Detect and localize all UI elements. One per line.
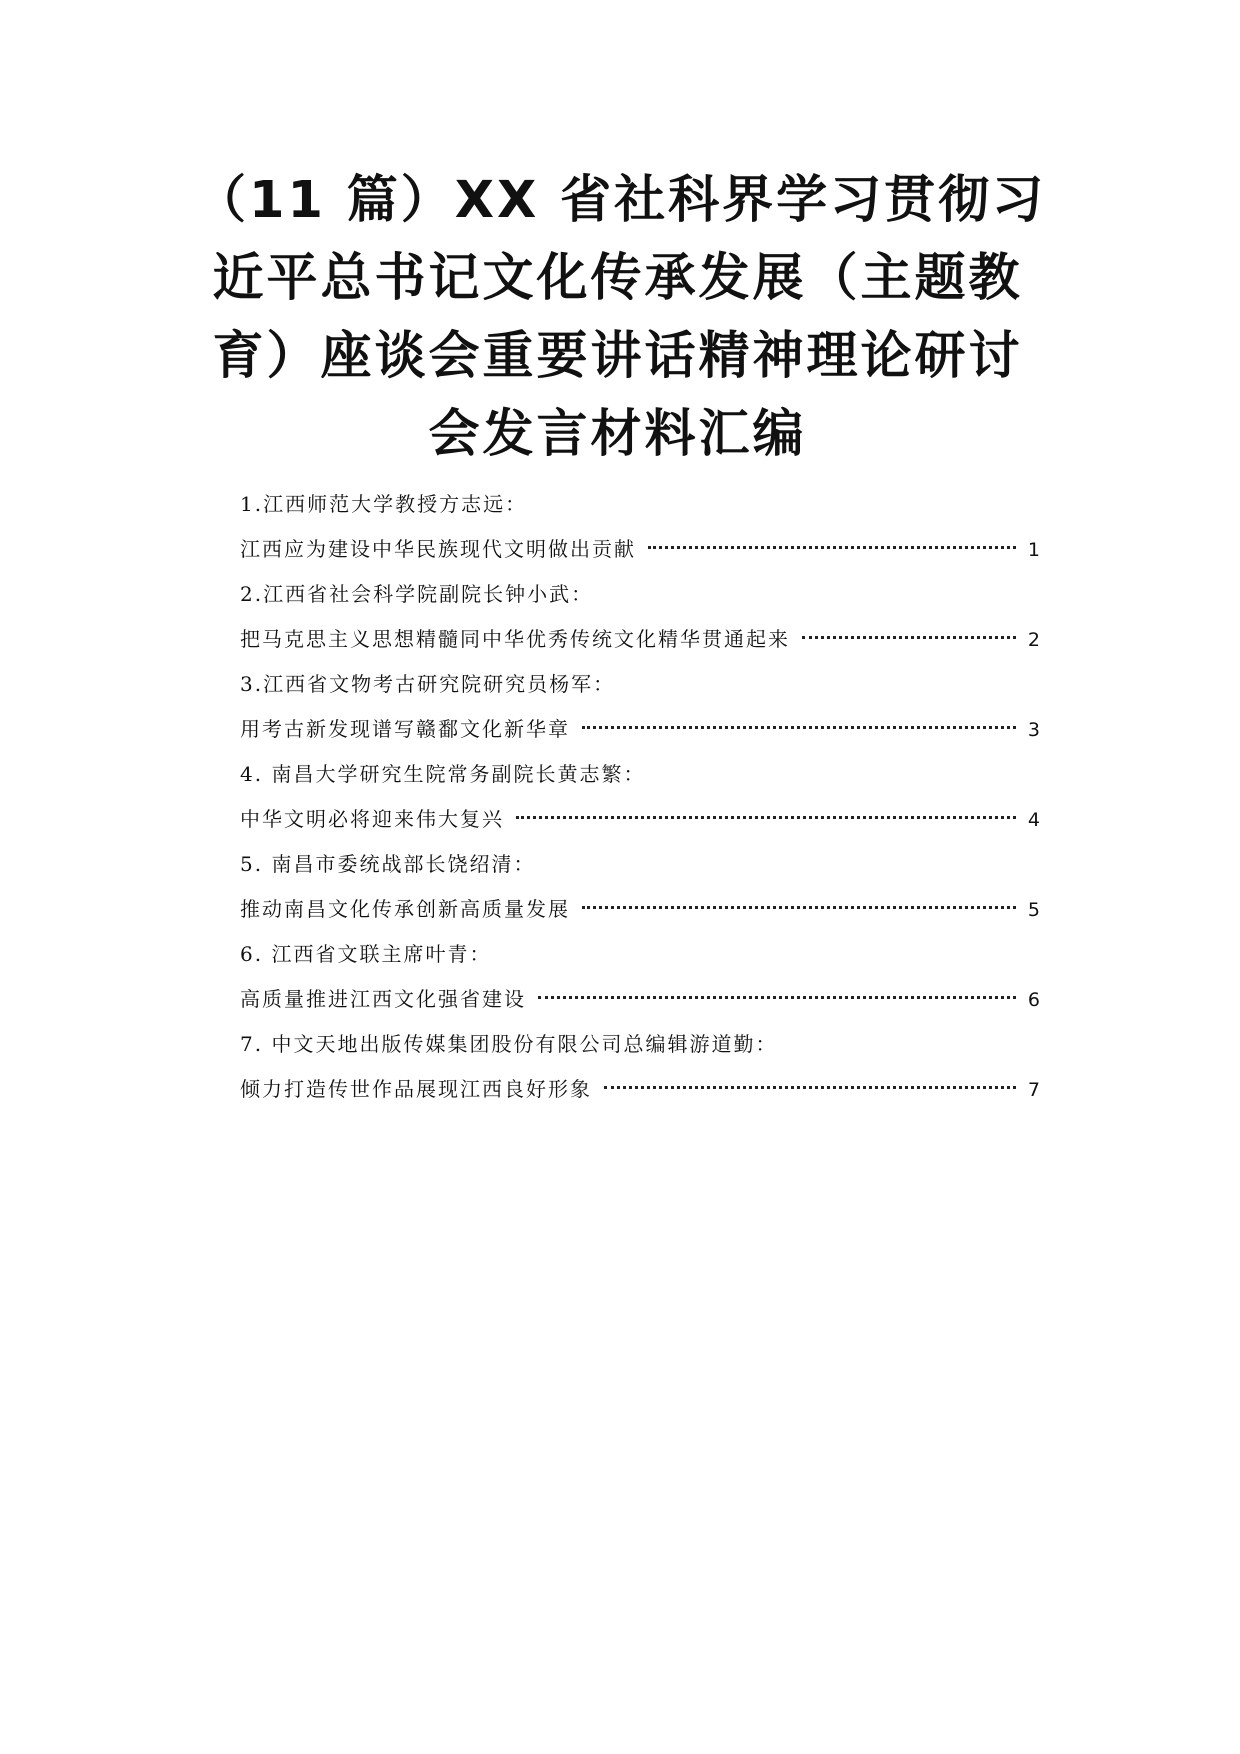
toc-page-number: 7 xyxy=(1027,1079,1040,1101)
toc-item xyxy=(240,1022,1040,1112)
toc-dot-leader xyxy=(582,726,1016,729)
toc-dot-leader xyxy=(538,996,1016,999)
toc-author: 3.江西省文物考古研究院研究员杨军： xyxy=(240,672,616,696)
toc-entry[interactable] xyxy=(240,1066,1040,1112)
toc-page-number: 2 xyxy=(1027,629,1040,651)
toc-item xyxy=(240,572,1040,662)
toc-entry-title: 用考古新发现谱写赣鄱文化新华章 xyxy=(240,717,570,741)
toc-entry[interactable] xyxy=(240,616,1040,662)
toc-entry-title: 江西应为建设中华民族现代文明做出贡献 xyxy=(240,537,636,561)
title-line: 近平总书记文化传承发展（主题教 xyxy=(212,249,1023,308)
toc-entry[interactable] xyxy=(240,796,1040,842)
toc-page-number: 6 xyxy=(1027,989,1040,1011)
toc-author: 4. 南昌大学研究生院常务副院长黄志繁： xyxy=(240,762,646,786)
toc-item xyxy=(240,932,1040,1022)
toc-dot-leader xyxy=(648,546,1016,549)
title-line: （11 篇）XX 省社科界学习贯彻习 xyxy=(195,171,1047,230)
toc-entry-title: 倾力打造传世作品展现江西良好形象 xyxy=(240,1077,592,1101)
toc-entry-title: 推动南昌文化传承创新高质量发展 xyxy=(240,897,570,921)
toc-dot-leader xyxy=(582,906,1016,909)
toc-page-number: 3 xyxy=(1027,719,1040,741)
toc-page-number: 4 xyxy=(1027,809,1040,831)
toc-author: 2.江西省社会科学院副院长钟小武： xyxy=(240,582,594,606)
toc-dot-leader xyxy=(516,816,1016,819)
toc-entry[interactable] xyxy=(240,976,1040,1022)
toc-dot-leader xyxy=(802,636,1016,639)
toc-entry[interactable] xyxy=(240,886,1040,932)
toc-entry-title: 把马克思主义思想精髓同中华优秀传统文化精华贯通起来 xyxy=(240,627,790,651)
toc-author: 6. 江西省文联主席叶青： xyxy=(240,942,492,966)
toc-page-number: 5 xyxy=(1027,899,1040,921)
toc-author: 1.江西师范大学教授方志远： xyxy=(240,492,528,516)
title-line: 育）座谈会重要讲话精神理论研讨 xyxy=(212,327,1023,386)
toc-entry[interactable] xyxy=(240,526,1040,572)
table-of-contents xyxy=(240,482,1040,1112)
toc-page-number: 1 xyxy=(1027,539,1040,561)
toc-item xyxy=(240,842,1040,932)
toc-item xyxy=(240,482,1040,572)
toc-author: 7. 中文天地出版传媒集团股份有限公司总编辑游道勤： xyxy=(240,1032,778,1056)
toc-entry-title: 高质量推进江西文化强省建设 xyxy=(240,987,526,1011)
document-title xyxy=(195,162,1047,474)
toc-entry-title: 中华文明必将迎来伟大复兴 xyxy=(240,807,504,831)
toc-item xyxy=(240,662,1040,752)
title-line: 会发言材料汇编 xyxy=(428,405,807,464)
toc-author: 5. 南昌市委统战部长饶绍清： xyxy=(240,852,536,876)
toc-entry[interactable] xyxy=(240,706,1040,752)
toc-item xyxy=(240,752,1040,842)
toc-dot-leader xyxy=(604,1086,1016,1089)
